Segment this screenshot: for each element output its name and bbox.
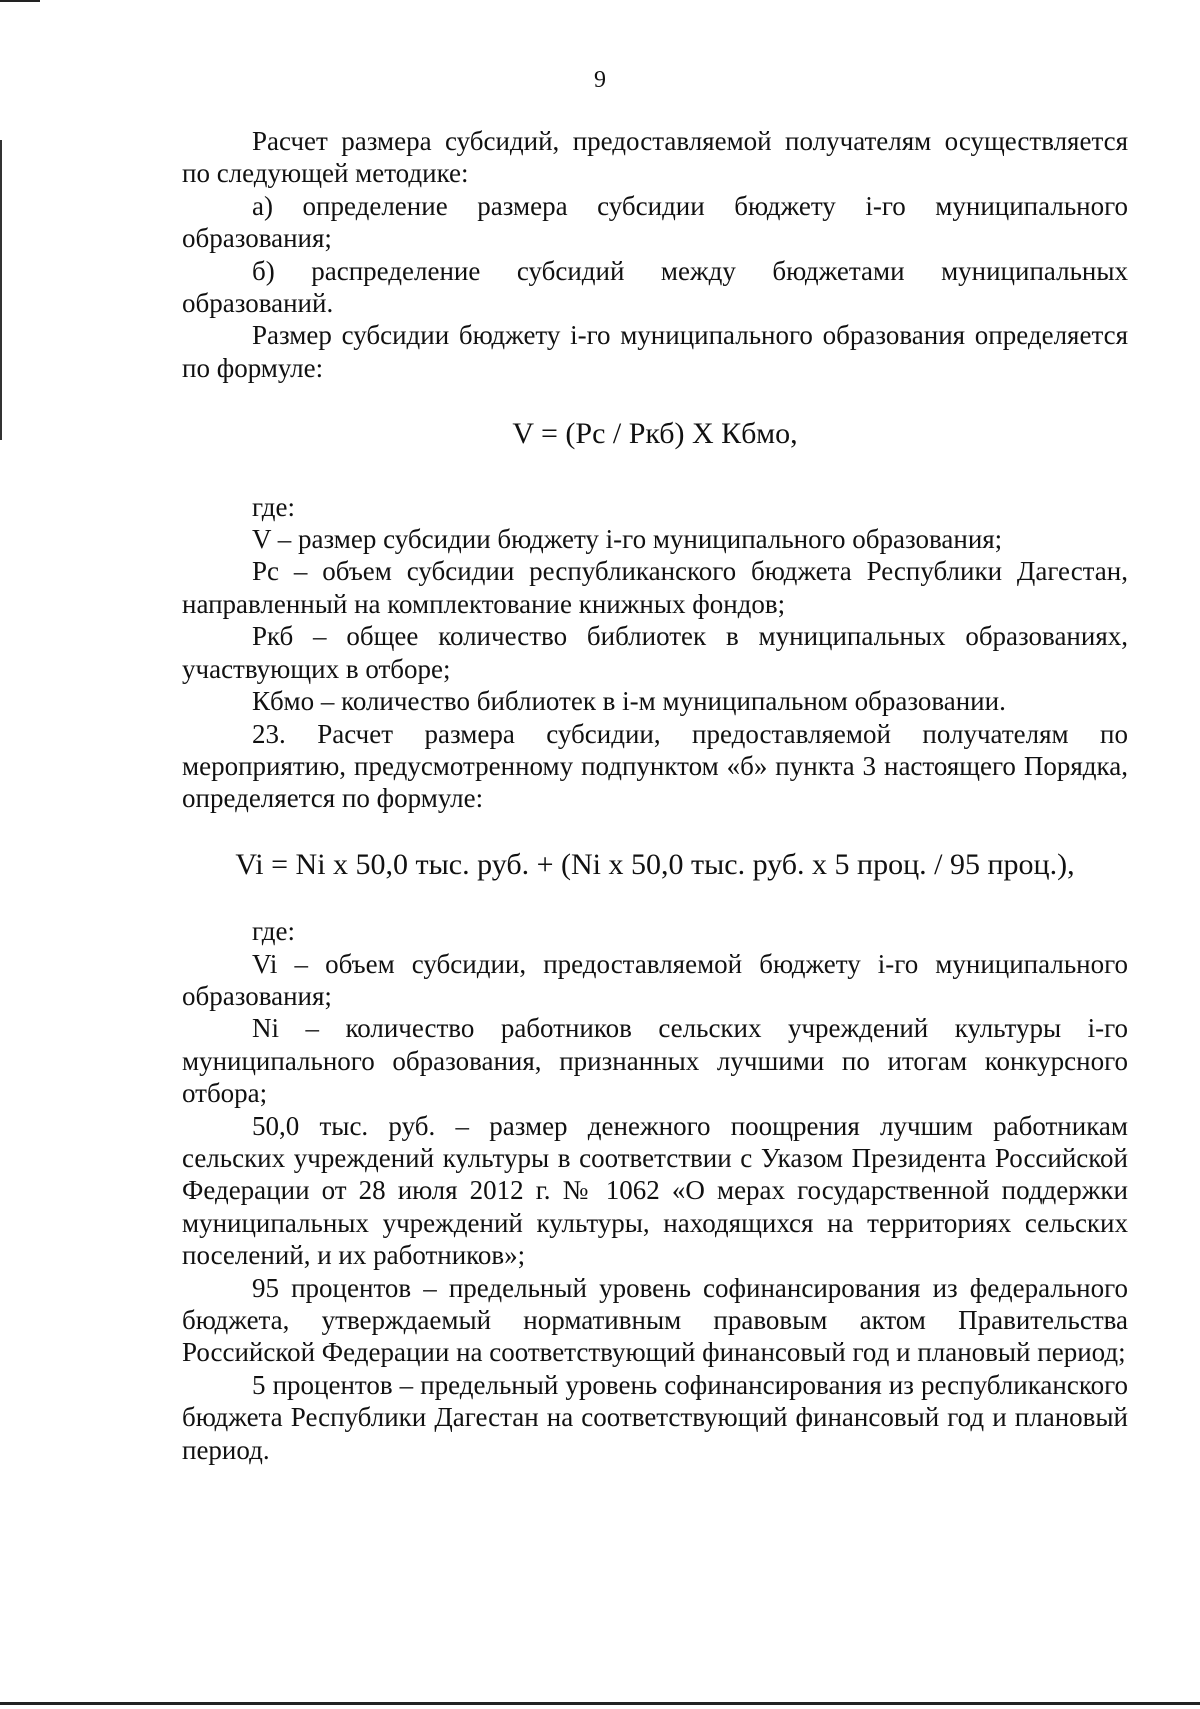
where-label: где: [252, 491, 295, 522]
definition-item: 50,0 тыс. руб. – размер денежного поощрения лучшим работникам сельских учреждений культуры в соответствии с Указом Президента Российской Федерации от 28 июля 2012 г. № 1062 «О мерах государственной поддержки муниципальных учреждений культуры, находящихся на территориях сельских поселений, и их работников»; [182, 1110, 1128, 1271]
scan-edge-bottom [0, 1702, 1200, 1705]
definition-item: 5 процентов – предельный уровень софинансирования из республиканского бюджета Республики Дагестан на соответствующий финансовый год и плановый период. [182, 1369, 1128, 1465]
document-body [182, 125, 1128, 1466]
scan-edge-left [0, 140, 2, 440]
definition-item: 95 процентов – предельный уровень софинансирования из федерального бюджета, утверждаемый нормативным правовым актом Правительства Российской Федерации на соответствующий финансовый год и плановый период; [182, 1272, 1128, 1368]
definition-item: V – размер субсидии бюджету i-го муниципального образования; [252, 524, 1003, 555]
formula-1: V = (Pc / Pкб) X Кбмо, [512, 417, 798, 451]
paragraph: б) распределение субсидий между бюджетами муниципальных образований. [182, 255, 1128, 319]
page-number: 9 [594, 67, 606, 93]
definition-item: Ркб – общее количество библиотек в муниципальных образованиях, участвующих в отборе; [182, 621, 1128, 684]
paragraph: а) определение размера субсидии бюджету i-го муниципального образования; [182, 190, 1128, 254]
definition-item: Vi – объем субсидии, предоставляемой бюджету i-го муниципального образования; [182, 948, 1128, 1011]
item-23: 23. Расчет размера субсидии, предоставляемой получателям по мероприятию, предусмотренному подпунктом «б» пункта 3 настоящего Порядка, определяется по формуле: [182, 718, 1128, 814]
paragraph: Расчет размера субсидий, предоставляемой получателям осуществляется по следующей методике: [182, 126, 1128, 189]
definition-item: Ni – количество работников сельских учреждений культуры i-го муниципального образования, признанных лучшими по итогам конкурсного отбора; [182, 1013, 1128, 1109]
where-label: где: [252, 916, 295, 947]
formula-2: Vi = Ni x 50,0 тыс. руб. + (Ni x 50,0 тыс. руб. x 5 проц. / 95 проц.), [235, 847, 1075, 881]
definition-item: Pc – объем субсидии республиканского бюджета Республики Дагестан, направленный на комплектование книжных фондов; [182, 556, 1128, 619]
scan-edge-top [0, 0, 40, 2]
definition-item: Кбмо – количество библиотек в i-м муниципальном образовании. [252, 686, 1006, 717]
paragraph: Размер субсидии бюджету i-го муниципального образования определяется по формуле: [182, 320, 1128, 383]
